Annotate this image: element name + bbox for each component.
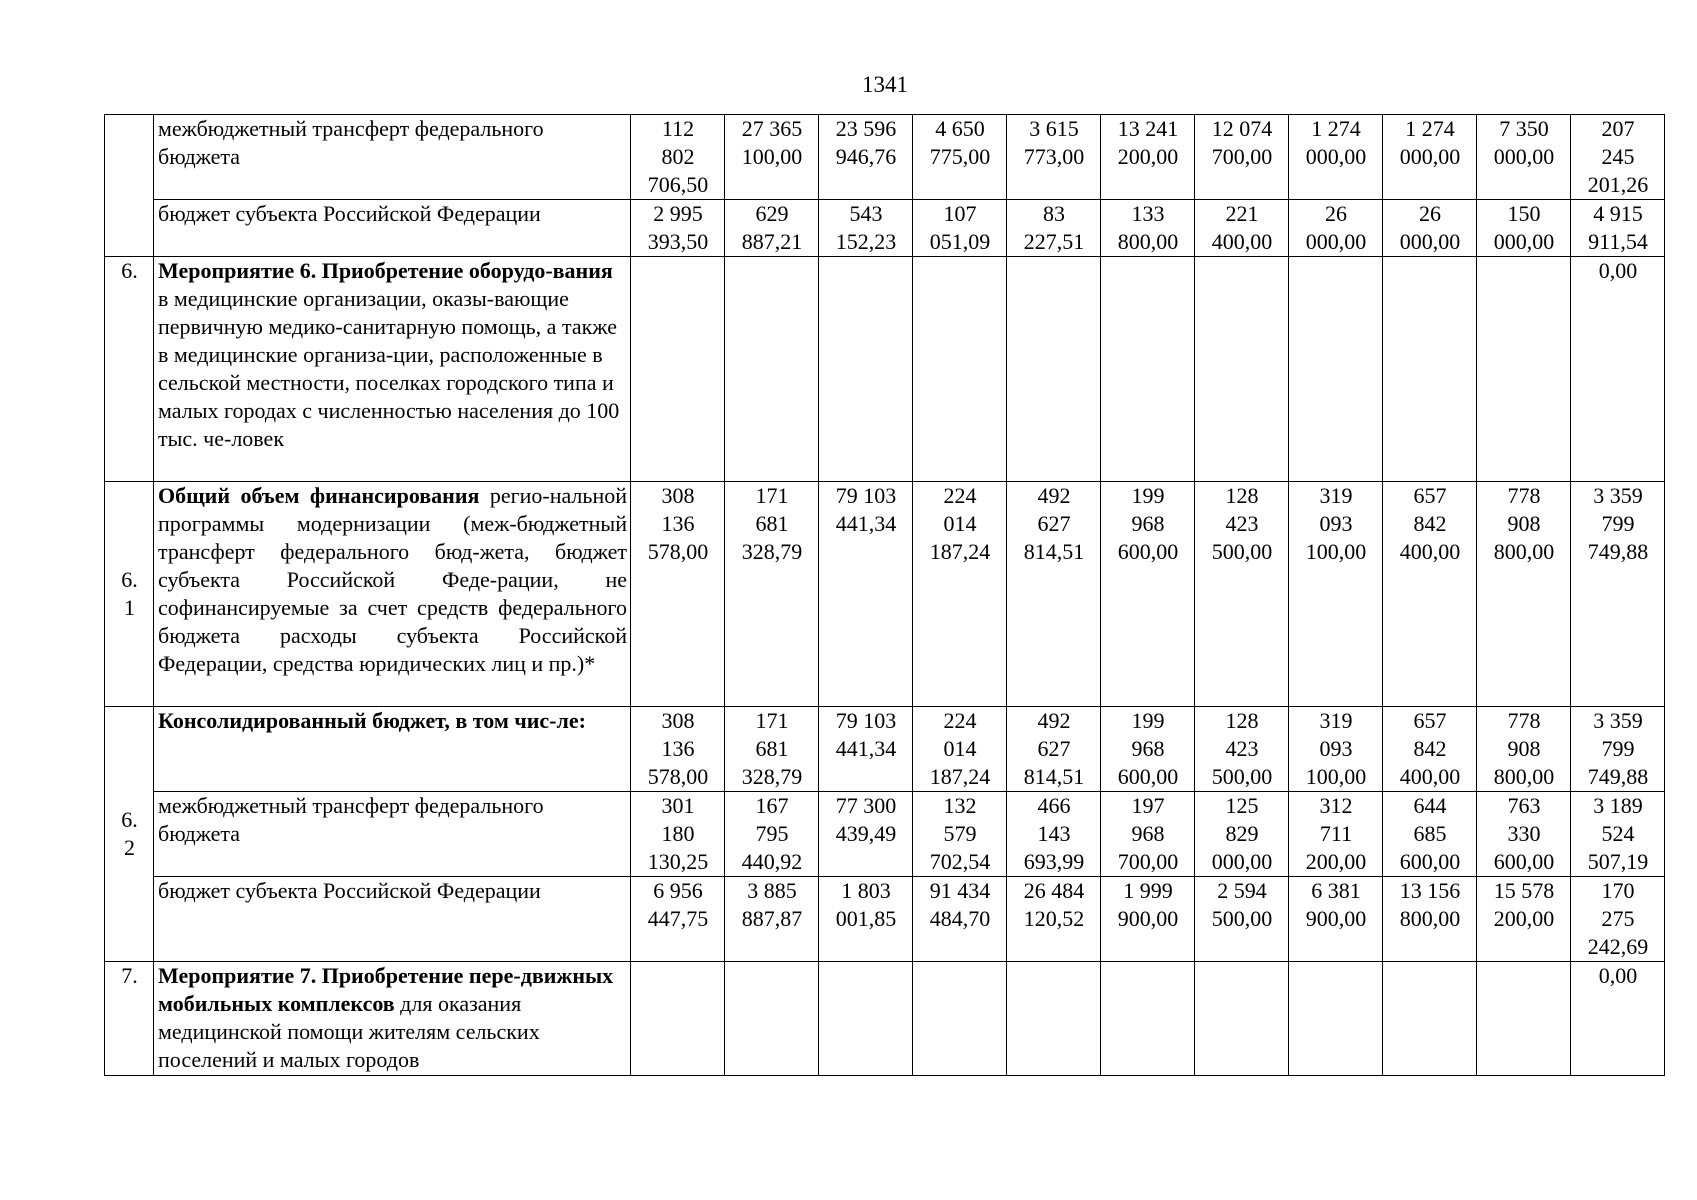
row-label (154, 792, 631, 877)
total-cell: 3 189 524 507,19 (1571, 792, 1665, 877)
value-cell: 308 136 578,00 (631, 707, 725, 792)
value-cell (1289, 257, 1383, 482)
row-label (154, 115, 631, 200)
value-cell: 91 434 484,70 (913, 877, 1007, 962)
value-cell: 778 908 800,00 (1477, 707, 1571, 792)
budget-table (104, 114, 1665, 1076)
value-cell (819, 257, 913, 482)
value-cell: 107 051,09 (913, 200, 1007, 257)
row-label (154, 482, 631, 707)
value-cell (1195, 962, 1289, 1076)
value-cell: 301 180 130,25 (631, 792, 725, 877)
value-cell: 197 968 700,00 (1101, 792, 1195, 877)
value-cell: 763 330 600,00 (1477, 792, 1571, 877)
value-cell: 6 381 900,00 (1289, 877, 1383, 962)
value-cell: 1 274 000,00 (1383, 115, 1477, 200)
row-label (154, 257, 631, 482)
value-cell (1101, 962, 1195, 1076)
row-index: 6. 2 (105, 707, 154, 962)
row-label-text: бюджет субъекта Российской Федерации (158, 201, 541, 226)
total-cell: 3 359 799 749,88 (1571, 707, 1665, 792)
value-cell: 492 627 814,51 (1007, 707, 1101, 792)
value-cell (1477, 257, 1571, 482)
value-cell: 644 685 600,00 (1383, 792, 1477, 877)
value-cell (913, 962, 1007, 1076)
total-cell: 4 915 911,54 (1571, 200, 1665, 257)
value-cell: 171 681 328,79 (725, 482, 819, 707)
value-cell: 13 241 200,00 (1101, 115, 1195, 200)
value-cell: 2 594 500,00 (1195, 877, 1289, 962)
row-label-bold: Консолидированный бюджет, в том чис-ле: (158, 708, 586, 733)
row-label-text: для оказания медицинской помощи жителям сельских поселений и малых городов (158, 991, 540, 1072)
value-cell: 132 579 702,54 (913, 792, 1007, 877)
row-label-text: в медицинские организации, оказы-вающие первичную медико-санитарную помощь, а также в медицинские организа-ции, расположенные в сельской местности, поселках городского типа и малых городах с численностью населения до 100 тыс. че-ловек (158, 286, 620, 451)
value-cell: 133 800,00 (1101, 200, 1195, 257)
row-index (105, 115, 154, 257)
value-cell: 26 000,00 (1383, 200, 1477, 257)
table-row (105, 707, 1665, 792)
value-cell: 23 596 946,76 (819, 115, 913, 200)
table-row (105, 962, 1665, 1076)
value-cell (1383, 257, 1477, 482)
value-cell: 312 711 200,00 (1289, 792, 1383, 877)
value-cell: 199 968 600,00 (1101, 707, 1195, 792)
row-label-text: регио-нальной программы модернизации (меж-бюджетный трансферт федерального бюд-жета, бюджет субъекта Российской Феде-рации, не софинансируемые за счет средств федерального бюджета расходы субъекта Российской Федерации, средства юридических лиц и пр.)* (158, 483, 627, 676)
value-cell: 112 802 706,50 (631, 115, 725, 200)
page-number: 1341 (862, 72, 908, 97)
value-cell: 224 014 187,24 (913, 707, 1007, 792)
value-cell: 77 300 439,49 (819, 792, 913, 877)
value-cell: 79 103 441,34 (819, 707, 913, 792)
value-cell: 27 365 100,00 (725, 115, 819, 200)
table-row (105, 792, 1665, 877)
table-row (105, 115, 1665, 200)
value-cell: 199 968 600,00 (1101, 482, 1195, 707)
row-index: 7. (105, 962, 154, 1076)
value-cell: 171 681 328,79 (725, 707, 819, 792)
value-cell: 2 995 393,50 (631, 200, 725, 257)
value-cell (1101, 257, 1195, 482)
value-cell: 319 093 100,00 (1289, 707, 1383, 792)
total-cell: 207 245 201,26 (1571, 115, 1665, 200)
value-cell (1007, 962, 1101, 1076)
value-cell: 4 650 775,00 (913, 115, 1007, 200)
value-cell: 7 350 000,00 (1477, 115, 1571, 200)
row-index: 6. 1 (105, 482, 154, 707)
row-label (154, 200, 631, 257)
value-cell: 1 803 001,85 (819, 877, 913, 962)
value-cell: 778 908 800,00 (1477, 482, 1571, 707)
value-cell: 657 842 400,00 (1383, 482, 1477, 707)
value-cell (725, 257, 819, 482)
table-row (105, 877, 1665, 962)
value-cell: 26 000,00 (1289, 200, 1383, 257)
value-cell (725, 962, 819, 1076)
value-cell: 83 227,51 (1007, 200, 1101, 257)
value-cell (631, 257, 725, 482)
row-label-bold: Мероприятие 6. Приобретение оборудо-вания (158, 258, 613, 283)
value-cell: 629 887,21 (725, 200, 819, 257)
table-row (105, 482, 1665, 707)
value-cell: 1 999 900,00 (1101, 877, 1195, 962)
row-label-bold: Общий объем финансирования (158, 483, 480, 508)
value-cell: 13 156 800,00 (1383, 877, 1477, 962)
table-row (105, 200, 1665, 257)
value-cell: 224 014 187,24 (913, 482, 1007, 707)
value-cell (913, 257, 1007, 482)
row-label (154, 707, 631, 792)
total-cell: 170 275 242,69 (1571, 877, 1665, 962)
value-cell: 543 152,23 (819, 200, 913, 257)
value-cell: 12 074 700,00 (1195, 115, 1289, 200)
row-label-text: бюджет субъекта Российской Федерации (158, 878, 541, 903)
row-label-text: межбюджетный трансферт федерального бюджета (158, 793, 544, 846)
value-cell: 3 885 887,87 (725, 877, 819, 962)
value-cell: 125 829 000,00 (1195, 792, 1289, 877)
value-cell: 466 143 693,99 (1007, 792, 1101, 877)
total-cell: 0,00 (1571, 257, 1665, 482)
value-cell (819, 962, 913, 1076)
value-cell: 26 484 120,52 (1007, 877, 1101, 962)
total-cell: 0,00 (1571, 962, 1665, 1076)
row-index: 6. (105, 257, 154, 482)
value-cell: 492 627 814,51 (1007, 482, 1101, 707)
total-cell: 3 359 799 749,88 (1571, 482, 1665, 707)
value-cell (1007, 257, 1101, 482)
value-cell (1289, 962, 1383, 1076)
value-cell: 167 795 440,92 (725, 792, 819, 877)
value-cell (1477, 962, 1571, 1076)
value-cell: 150 000,00 (1477, 200, 1571, 257)
value-cell: 657 842 400,00 (1383, 707, 1477, 792)
value-cell: 319 093 100,00 (1289, 482, 1383, 707)
row-label (154, 962, 631, 1076)
value-cell (1195, 257, 1289, 482)
value-cell: 128 423 500,00 (1195, 707, 1289, 792)
value-cell (1383, 962, 1477, 1076)
row-label-bold: Мероприятие 7. Приобретение пере-движных мобильных комплексов (158, 963, 614, 1016)
value-cell: 79 103 441,34 (819, 482, 913, 707)
value-cell: 221 400,00 (1195, 200, 1289, 257)
value-cell: 3 615 773,00 (1007, 115, 1101, 200)
value-cell (631, 962, 725, 1076)
row-label-text: межбюджетный трансферт федерального бюджета (158, 116, 544, 169)
value-cell: 308 136 578,00 (631, 482, 725, 707)
value-cell: 1 274 000,00 (1289, 115, 1383, 200)
value-cell: 6 956 447,75 (631, 877, 725, 962)
value-cell: 128 423 500,00 (1195, 482, 1289, 707)
table-row (105, 257, 1665, 482)
value-cell: 15 578 200,00 (1477, 877, 1571, 962)
row-label (154, 877, 631, 962)
